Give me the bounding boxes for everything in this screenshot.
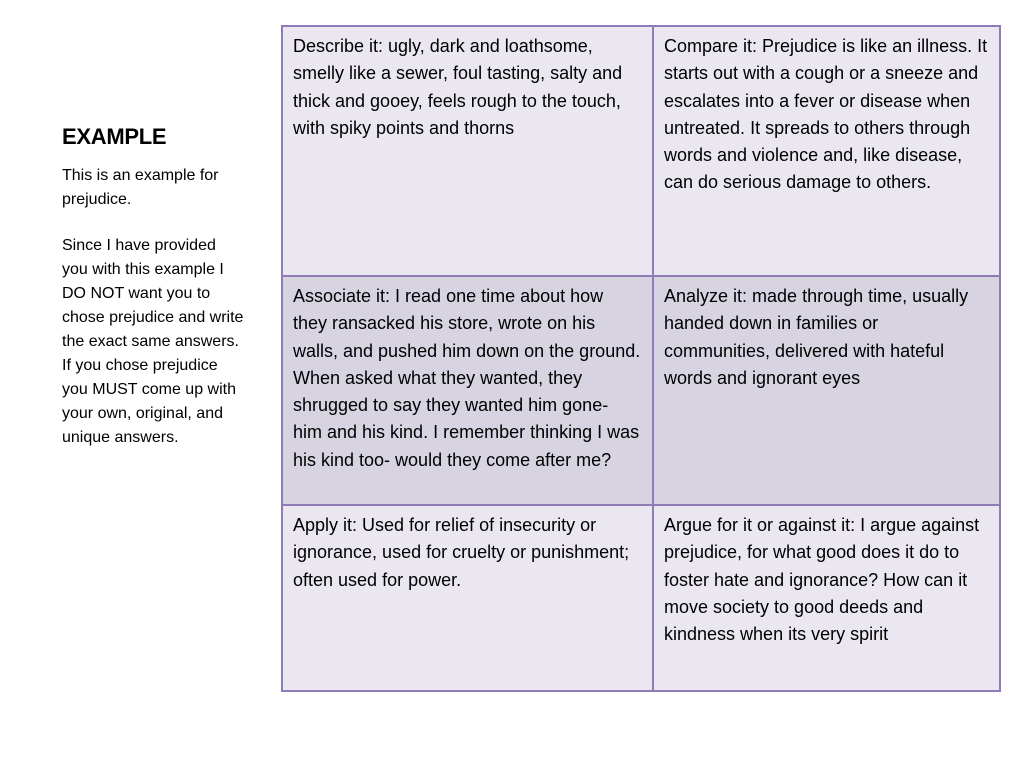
sidebar (62, 124, 244, 472)
apply-cell: Apply it: Used for relief of insecurity or ignorance, used for cruelty or punishment; often used for power. (282, 505, 653, 691)
argue-cell: Argue for it or against it: I argue against prejudice, for what good does it do to foster hate and ignorance? How can it move society to good deeds and kindness when its very spirit (653, 505, 1000, 691)
grid-row (282, 26, 1000, 276)
describe-cell: Describe it: ugly, dark and loathsome, smelly like a sewer, foul tasting, salty and thick and gooey, feels rough to the touch, with spiky points and thorns (282, 26, 653, 276)
intro-text: This is an example for prejudice. (62, 167, 219, 208)
page-title: EXAMPLE (62, 124, 167, 149)
grid-row (282, 505, 1000, 691)
analyze-cell: Analyze it: made through time, usually handed down in families or communities, delivered with hateful words and ignorant eyes (653, 276, 1000, 505)
instructions-text: Since I have provided you with this example I DO NOT want you to chose prejudice and write the exact same answers. If you chose prejudice you MUST come up with your own, original, and unique answers. (62, 237, 244, 446)
analysis-grid (281, 25, 1001, 692)
associate-cell: Associate it: I read one time about how they ransacked his store, wrote on his walls, and pushed him down on the ground. When asked what they wanted, they shrugged to say they wanted him gone- him and his kind. I remember thinking I was his kind too- would they come after me? (282, 276, 653, 505)
grid-row (282, 276, 1000, 505)
compare-cell: Compare it: Prejudice is like an illness. It starts out with a cough or a sneeze and escalates into a fever or disease when untreated. It spreads to others through words and violence and, like disease, can do serious damage to others. (653, 26, 1000, 276)
